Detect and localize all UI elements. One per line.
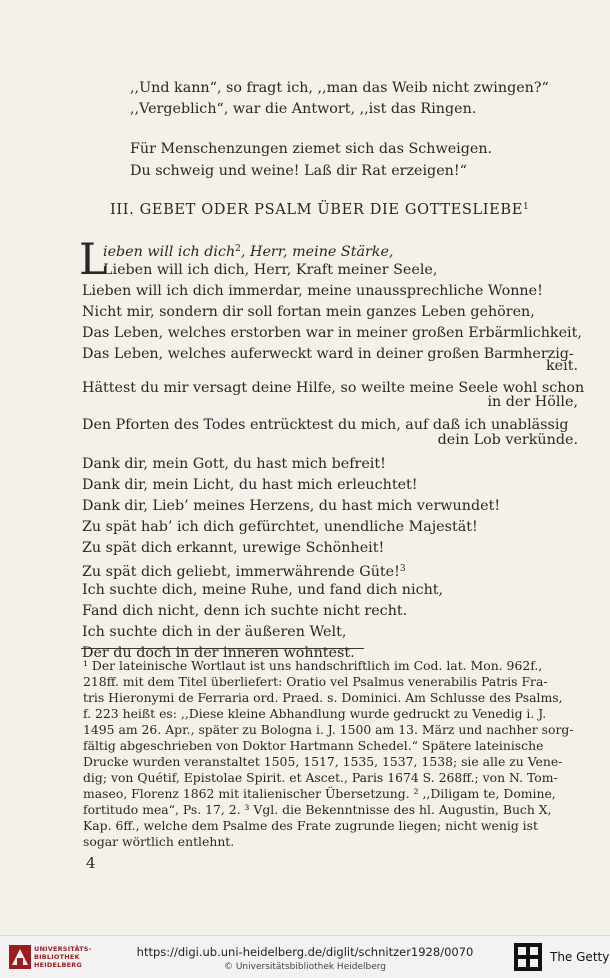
permalink-url[interactable]: https://digi.ub.uni-heidelberg.de/diglit/schnitzer1928/0070 [136, 945, 474, 959]
footnote-ref-1: 1 [522, 202, 530, 212]
university-library-name: UNIVERSITÄTS- BIBLIOTHEK HEIDELBERG [34, 945, 92, 969]
psalm-line-7: Hättest du mir versagt deine Hilfe, so weilte meine Seele wohl schon [82, 380, 585, 396]
psalm-line-1 [103, 240, 393, 261]
getty-name: The Getty [550, 950, 610, 964]
psalm-line-14-text: Zu spät dich geliebt, immerwährende Güte! [82, 564, 400, 580]
footnote-divider [81, 648, 364, 649]
psalm-line-6: Das Leben, welches auferweckt ward in deiner großen Barmherzig- [82, 346, 574, 362]
footnote-line: fortitudo mea“, Ps. 17, 2. ³ Vgl. die Bekenntnisse des hl. Augustin, Buch X, [83, 802, 552, 817]
footnote-ref-3: 3 [399, 564, 406, 574]
poem-line-4: Du schweig und weine! Laß dir Rat erzeigen!“ [130, 163, 467, 179]
psalm-line-11: Dank dir, Lieb’ meines Herzens, du hast mich verwundet! [82, 498, 501, 514]
psalm-line-17: Ich suchte dich in der äußeren Welt, [82, 624, 347, 640]
footnote-line: 1495 am 26. Apr., später zu Bologna i. J. 1500 am 13. März und nachher sorg- [83, 722, 574, 737]
psalm-line-18: Der du doch in der inneren wohntest. [82, 645, 355, 661]
footnote-line: f. 223 heißt es: ,,Diese kleine Abhandlung wurde gedruckt zu Venedig i. J. [83, 706, 547, 721]
footnote-line: Drucke wurden veranstaltet 1505, 1517, 1535, 1537, 1538; sie alle zu Vene- [83, 754, 563, 769]
footnote-line: fältig abgeschrieben von Doktor Hartmann Schedel.“ Spätere lateinische [83, 738, 544, 753]
drop-cap: L [79, 235, 108, 285]
copyright-notice: © Universitätsbibliothek Heidelberg [223, 962, 386, 972]
psalm-line-1-italic: ieben will ich dich [103, 244, 236, 260]
psalm-line-5: Das Leben, welches erstorben war in meiner großen Erbärmlichkeit, [82, 325, 582, 341]
footnote-line: Kap. 6ff., welche dem Psalme des Frate zugrunde liegen; nicht wenig ist [83, 818, 538, 833]
psalm-line-7-cont: in der Hölle, [487, 394, 578, 410]
psalm-line-9: Dank dir, mein Gott, du hast mich befreit! [82, 456, 386, 472]
psalm-line-14 [82, 560, 406, 581]
footnote-line: dig; von Quétif, Epistolae Spirit. et Ascet., Paris 1674 S. 268ff.; von N. Tom- [83, 770, 558, 785]
psalm-line-13: Zu spät dich erkannt, urewige Schönheit! [82, 540, 385, 556]
poem-line-1: ,,Und kann“, so fragt ich, ,,man das Weib nicht zwingen?“ [130, 80, 549, 96]
footnote-line: tris Hieronymi de Ferraria ord. Praed. s. Dominici. Am Schlusse des Psalms, [83, 690, 563, 705]
psalm-line-6-cont: keit. [546, 358, 578, 374]
page-number: 4 [86, 854, 96, 872]
psalm-line-8: Den Pforten des Todes entrücktest du mich, auf daß ich unablässig [82, 417, 569, 433]
section-heading-text: III. GEBET ODER PSALM ÜBER DIE GOTTESLIEBE [110, 201, 523, 218]
poem-line-3: Für Menschenzungen ziemet sich das Schweigen. [130, 141, 493, 157]
psalm-line-3: Lieben will ich dich immerdar, meine unaussprechliche Wonne! [82, 283, 543, 299]
psalm-line-10: Dank dir, mein Licht, du hast mich erleuchtet! [82, 477, 418, 493]
footer-bar [0, 935, 610, 978]
poem-line-2: ,,Vergeblich“, war die Antwort, ,,ist das Ringen. [130, 101, 477, 117]
psalm-line-8-cont: dein Lob verkünde. [437, 432, 578, 448]
psalm-line-2: Lieben will ich dich, Herr, Kraft meiner Seele, [103, 262, 438, 278]
psalm-line-16: Fand dich nicht, denn ich suchte nicht recht. [82, 603, 408, 619]
psalm-line-15: Ich suchte dich, meine Ruhe, und fand dich nicht, [82, 582, 444, 598]
footnote-line: maseo, Florenz 1862 mit italienischer Übersetzung. ² ,,Diligam te, Domine, [83, 786, 556, 801]
footnote-line: sogar wörtlich entlehnt. [83, 834, 235, 849]
section-heading [110, 201, 529, 218]
footnote-line: 218ff. mit dem Titel überliefert: Oratio vel Psalmus venerabilis Patris Fra- [83, 674, 548, 689]
psalm-line-12: Zu spät hab’ ich dich gefürchtet, unendliche Majestät! [82, 519, 478, 535]
footnote-ref-2: 2 [235, 244, 241, 254]
psalm-line-4: Nicht mir, sondern dir soll fortan mein ganzes Leben gehören, [82, 304, 535, 320]
footnote-line: ¹ Der lateinische Wortlaut ist uns handschriftlich im Cod. lat. Mon. 962f., [83, 658, 543, 673]
psalm-line-1-rest: , Herr, meine Stärke, [240, 244, 394, 260]
getty-logo-icon[interactable] [513, 942, 543, 972]
